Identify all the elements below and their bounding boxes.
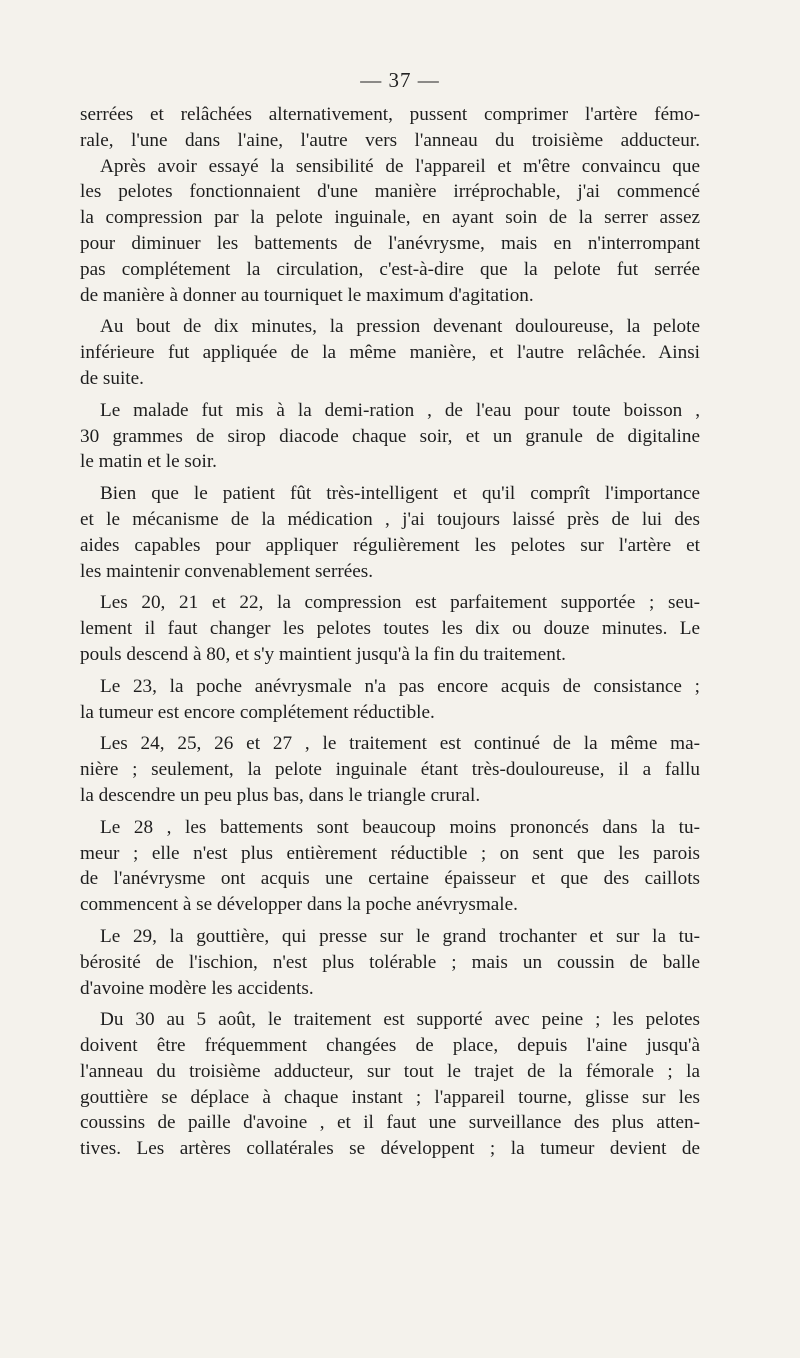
text-line: de l'anévrysme ont acquis une certaine épaisseur et que des caillots bbox=[80, 868, 700, 890]
text-line: Après avoir essayé la sensibilité de l'appareil et m'être convaincu que bbox=[100, 155, 700, 177]
text-line: meur ; elle n'est plus entièrement réductible ; on sent que les parois bbox=[80, 842, 700, 864]
paragraph bbox=[80, 481, 700, 584]
text-line: la tumeur est encore complétement réductible. bbox=[80, 701, 435, 723]
text-line: Le malade fut mis à la demi-ration , de l'eau pour toute boisson , bbox=[100, 399, 700, 421]
text-line: le matin et le soir. bbox=[80, 451, 217, 473]
text-line: Au bout de dix minutes, la pression devenant douloureuse, la pelote bbox=[100, 316, 700, 338]
text-line: serrées et relâchées alternativement, pussent comprimer l'artère fémo- bbox=[80, 104, 700, 125]
page-number: — 37 — bbox=[360, 68, 440, 92]
paragraph bbox=[80, 815, 700, 918]
text-line: Les 20, 21 et 22, la compression est parfaitement supportée ; seu- bbox=[100, 592, 700, 614]
paragraph bbox=[80, 674, 700, 726]
text-line: bérosité de l'ischion, n'est plus tolérable ; mais un coussin de balle bbox=[80, 951, 700, 973]
text-line: de manière à donner au tourniquet le maximum d'agitation. bbox=[80, 284, 534, 306]
text-line: tives. Les artères collatérales se développent ; la tumeur devient de bbox=[80, 1138, 700, 1160]
text-line: Le 23, la poche anévrysmale n'a pas encore acquis de consistance ; bbox=[100, 675, 700, 697]
text-line: la descendre un peu plus bas, dans le triangle crural. bbox=[80, 784, 481, 806]
paragraph bbox=[80, 1007, 700, 1162]
paragraph bbox=[80, 102, 700, 154]
text-line: et le mécanisme de la médication , j'ai toujours laissé près de lui des bbox=[80, 508, 700, 530]
text-line: les maintenir convenablement serrées. bbox=[80, 560, 374, 582]
paragraph bbox=[80, 590, 700, 667]
paragraph bbox=[80, 924, 700, 1001]
text-line: pouls descend à 80, et s'y maintient jusqu'à la fin du traitement. bbox=[80, 643, 566, 665]
text-line: rale, l'une dans l'aine, l'autre vers l'anneau du troisième adducteur. bbox=[80, 129, 700, 151]
paragraph bbox=[80, 398, 700, 475]
text-line: pas complétement la circulation, c'est-à-dire que la pelote fut serrée bbox=[80, 258, 700, 280]
text-line: inférieure fut appliquée de la même manière, et l'autre relâchée. Ainsi bbox=[80, 342, 700, 364]
paragraph bbox=[80, 154, 700, 309]
text-line: gouttière se déplace à chaque instant ; l'appareil tourne, glisse sur les bbox=[80, 1086, 700, 1108]
text-line: Du 30 au 5 août, le traitement est supporté avec peine ; les pelotes bbox=[100, 1009, 700, 1031]
text-line: coussins de paille d'avoine , et il faut une surveillance des plus atten- bbox=[80, 1112, 700, 1134]
text-line: nière ; seulement, la pelote inguinale étant très-douloureuse, il a fallu bbox=[80, 759, 700, 781]
text-line: commencent à se développer dans la poche anévrysmale. bbox=[80, 894, 518, 916]
text-line: Le 28 , les battements sont beaucoup moins prononcés dans la tu- bbox=[100, 816, 700, 838]
text-line: doivent être fréquemment changées de place, depuis l'aine jusqu'à bbox=[80, 1035, 700, 1057]
text-line: la compression par la pelote inguinale, en ayant soin de la serrer assez bbox=[80, 207, 700, 229]
text-line: Le 29, la gouttière, qui presse sur le grand trochanter et sur la tu- bbox=[100, 925, 700, 947]
text-line: lement il faut changer les pelotes toutes les dix ou douze minutes. Le bbox=[80, 618, 700, 640]
text-line: Les 24, 25, 26 et 27 , le traitement est continué de la même ma- bbox=[100, 733, 700, 755]
text-line: de suite. bbox=[80, 367, 144, 389]
body-text bbox=[80, 102, 700, 1168]
text-line: 30 grammes de sirop diacode chaque soir, et un granule de digitaline bbox=[80, 425, 700, 447]
text-line: d'avoine modère les accidents. bbox=[80, 977, 314, 999]
text-line: Bien que le patient fût très-intelligent et qu'il comprît l'importance bbox=[100, 483, 700, 505]
paragraph bbox=[80, 314, 700, 391]
text-line: l'anneau du troisième adducteur, sur tout le trajet de la fémorale ; la bbox=[80, 1060, 700, 1082]
text-line: aides capables pour appliquer régulièrement les pelotes sur l'artère et bbox=[80, 534, 700, 556]
text-line: pour diminuer les battements de l'anévrysme, mais en n'interrompant bbox=[80, 232, 700, 254]
paragraph bbox=[80, 731, 700, 808]
text-line: les pelotes fonctionnaient d'une manière irréprochable, j'ai commencé bbox=[80, 181, 700, 203]
